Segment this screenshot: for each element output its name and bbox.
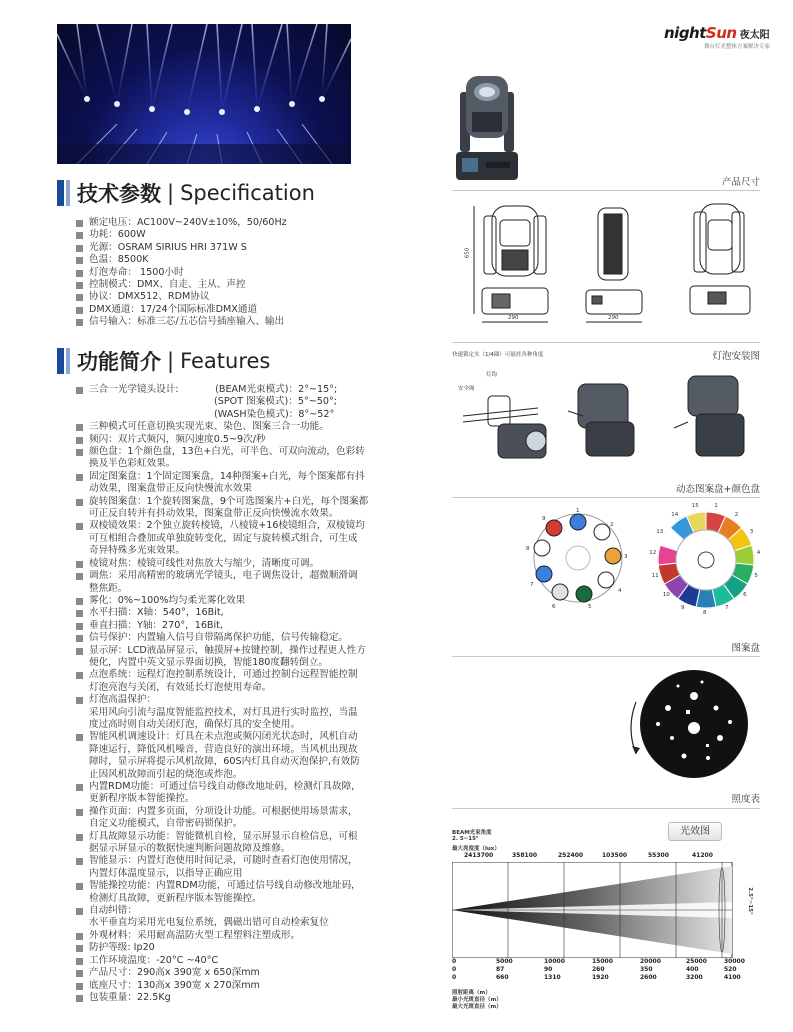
- features-list: [75, 384, 450, 1004]
- feature-item: 包装重量：22.5Kg: [75, 992, 450, 1004]
- feature-item: 据显示屏显示的数据快速判断问题故障及维修。: [89, 843, 291, 855]
- photometric-label: 照度表: [731, 794, 760, 805]
- spec-item: 灯泡寿命： 1500小时: [75, 267, 445, 279]
- beam-title: BEAM光束角度: [452, 830, 492, 836]
- spec-item: 协议：DMX512、RDM协议: [75, 291, 445, 303]
- feature-item: 底座尺寸：130高x 390宽 x 270深mm: [75, 980, 450, 992]
- feature-item: 降速运行，降低风机噪音，营造良好的演出环境。当风机出现故: [89, 743, 358, 755]
- color-number: 15: [691, 503, 699, 510]
- dim-width-front: 290: [508, 315, 519, 321]
- color-number: 7: [724, 605, 729, 612]
- spec-item: 色温：8500K: [75, 254, 445, 266]
- spec-title-cn: 技术参数: [77, 182, 161, 206]
- feature-item: 自动纠错：: [75, 905, 450, 917]
- title-accent-bar: [57, 180, 64, 206]
- feature-item: 便化，内置中英文显示界面切换，智能180度翻转倒立。: [89, 656, 328, 668]
- spec-section-title: [57, 178, 315, 208]
- feature-item: (SPOT 图案模式)：5°~50°;: [89, 396, 337, 408]
- title-accent-bar: [66, 180, 70, 206]
- feature-item: 固定图案盘：1个固定图案盘，14种图案+白光，每个图案都有抖: [75, 471, 450, 483]
- feature-item: 灯泡亮泡与关闭，有效延长灯泡使用寿命。: [89, 681, 272, 693]
- pattern-label: 图案盘: [731, 643, 760, 654]
- feature-item: 防护等级: Ip20: [75, 942, 450, 954]
- feature-item: 点泡系统：远程灯泡控制系统设计，可通过控制台远程智能控制: [75, 669, 450, 681]
- feature-item: 换及半色彩虹效果。: [89, 458, 176, 470]
- gobo-number: 6: [552, 604, 556, 610]
- feature-item: 显示屏：LCD液晶屏显示，触摸屏+按键控制，操作过程更人性方: [75, 645, 450, 657]
- distance-cell: 1920: [592, 974, 609, 981]
- feature-item: 整焦距。: [89, 582, 128, 594]
- feature-item: 智能显示：内置灯泡使用时间记录，可随时查看灯泡使用情况，: [75, 855, 450, 867]
- features-title-cn: 功能简介: [77, 350, 161, 374]
- feature-item: 智能风机调速设计：灯具在未点泡或频闪闭光状态时，风机自动: [75, 731, 450, 743]
- spec-item: DMX通道：17/24个国际标准DMX通道: [75, 304, 445, 316]
- feature-item: 棱镜对焦：棱镜可线性对焦放大与缩少，清晰度可调。: [75, 558, 450, 570]
- feature-item: 智能操控功能：内置RDM功能，可通过信号线自动修改地址码，: [75, 880, 450, 892]
- divider: [452, 656, 760, 657]
- distance-cell: 90: [544, 966, 553, 973]
- color-number: 11: [651, 572, 659, 579]
- clamp-label: 灯钩: [486, 372, 498, 378]
- feature-item: 水平扫描：X轴：540°，16Bit,: [75, 607, 450, 619]
- feature-item: 奇异特殊多光束效果。: [89, 545, 185, 557]
- distance-cell: 0: [452, 966, 457, 973]
- gobo-number: 8: [526, 546, 530, 552]
- spec-list: [75, 217, 445, 329]
- color-number: 3: [749, 529, 754, 535]
- lux-value: 2413700: [464, 852, 494, 859]
- distance-cell: 0: [452, 958, 457, 965]
- brand-cn-name: 夜太阳: [739, 30, 770, 41]
- mounting-diagrams: [458, 366, 760, 466]
- gobo-number: 5: [588, 604, 592, 610]
- feature-item: 双棱镜效果：2个独立旋转棱镜，八棱镜+16棱镜组合，双棱镜均: [75, 520, 450, 532]
- lux-row: [452, 852, 762, 862]
- distance-cell: 520: [724, 966, 737, 973]
- effect-diagram-button[interactable]: 光效图: [668, 822, 722, 841]
- distance-cell: 1310: [544, 974, 561, 981]
- distance-cell: 30000: [724, 958, 745, 965]
- product-photo: [452, 72, 524, 182]
- safety-cable-label: 安全绳: [458, 386, 475, 392]
- feature-item: 雾化：0%~100%均匀柔光雾化效果: [75, 595, 450, 607]
- feature-item: 灯具故障显示功能：智能微机自检，显示屏显示自检信息，可根: [75, 831, 450, 843]
- spec-item: 额定电压：AC100V~240V±10%，50/60Hz: [75, 217, 445, 229]
- distance-table: [452, 958, 752, 988]
- distance-cell: 350: [640, 966, 653, 973]
- gobo-number: 1: [576, 508, 580, 514]
- feature-item: 动效果，图案盘带正反向快慢流水效果: [89, 483, 253, 495]
- row-label-max: 最大光斑直径（m）: [452, 1004, 502, 1010]
- feature-item: 内置灯体温度显示，以指导正确应用: [89, 867, 243, 879]
- feature-item: 工作环境温度：-20°C ~40°C: [75, 955, 450, 967]
- row-label-min: 最小光斑直径（m）: [452, 997, 502, 1003]
- spec-item: 光源：OSRAM SIRIUS HRI 371W S: [75, 242, 445, 254]
- feature-item: 止因风机故障而引起的烧泡或炸泡。: [89, 768, 243, 780]
- gobo-label: 动态图案盘+颜色盘: [676, 484, 760, 495]
- divider: [452, 342, 760, 343]
- beam-angle: 2. 5~15°: [452, 836, 479, 842]
- color-number: 14: [671, 512, 679, 519]
- feature-item: 更新程序版本智能操控。: [89, 793, 195, 805]
- gobo-number: 2: [610, 522, 614, 528]
- feature-item: 可互相组合叠加或单独旋转变化，固定与旋转模式组合，可生成: [89, 532, 358, 544]
- gobo-number: 3: [624, 554, 628, 560]
- title-separator: |: [167, 181, 175, 205]
- feature-item: 可正反自转并有抖动效果，图案盘带正反向快慢流水效果。: [89, 508, 339, 520]
- gobo-wheel-numbers: [522, 508, 634, 612]
- feature-item: 垂直扫描：Y轴：270°，16Bit,: [75, 620, 450, 632]
- feature-item: 灯泡高温保护：: [75, 694, 450, 706]
- hero-stage-photo: [57, 24, 351, 164]
- beam-cone-graphic: [452, 862, 752, 958]
- row-label-distance: 照射距离（m）: [452, 990, 491, 996]
- distance-cell: 25000: [686, 958, 707, 965]
- beam-lux-title: 最大亮度度（lux）: [452, 846, 500, 852]
- spec-item: 功耗：600W: [75, 229, 445, 241]
- lux-value: 55300: [648, 852, 669, 859]
- gobo-number: 7: [530, 582, 534, 588]
- feature-item: 外观材料：采用耐高温防火型工程塑料注塑成形。: [75, 930, 450, 942]
- stage-beams-graphic: [57, 24, 351, 164]
- divider: [452, 808, 760, 809]
- distance-cell: 2600: [640, 974, 657, 981]
- divider: [452, 190, 760, 191]
- color-number: 12: [649, 550, 657, 557]
- distance-cell: 400: [686, 966, 699, 973]
- divider: [452, 497, 760, 498]
- beam-photometric-chart: [452, 828, 762, 1030]
- color-number: 1: [714, 503, 718, 510]
- features-section-title: [57, 346, 270, 376]
- distance-cell: 0: [452, 974, 457, 981]
- feature-item: 三种模式可任意切换实现光束、染色、图案三合一功能。: [75, 421, 450, 433]
- feature-item: 操作页面：内置多页面，分项设计功能。可根据使用场景需求，: [75, 806, 450, 818]
- feature-item: 颜色盘：1个颜色盘，13色+白光，可半色、可双向流动，色彩转: [75, 446, 450, 458]
- title-separator: |: [167, 349, 175, 373]
- feature-item: 检测灯具故障，更新程序版本智能操控。: [89, 892, 262, 904]
- title-accent-bar: [66, 348, 70, 374]
- feature-item: (WASH染色模式)：8°~52°: [89, 408, 335, 420]
- lux-value: 252400: [558, 852, 584, 859]
- mount-caption: 快速锁定夹（1/4圈）可悬挂各种角度: [452, 352, 544, 358]
- color-number: 13: [656, 529, 664, 535]
- gobo-number: 4: [618, 588, 622, 594]
- spec-title-en: Specification: [180, 181, 315, 205]
- spec-item: 信号输入：标准三芯/五芯信号插座输入、输出: [75, 316, 445, 328]
- dimension-drawings: [462, 198, 762, 328]
- color-number: 8: [703, 610, 707, 616]
- distance-cell: 10000: [544, 958, 565, 965]
- brand-slogan: 舞台灯光整体方案解决专家: [704, 44, 771, 50]
- lux-value: 103500: [602, 852, 628, 859]
- feature-item: 内置RDM功能：可通过信号线自动修改地址码，检测灯具故障，: [75, 781, 450, 793]
- distance-cell: 260: [592, 966, 605, 973]
- features-title-en: Features: [180, 349, 271, 373]
- feature-item: 信号保护：内置输入信号自带隔离保护功能，信号传输稳定。: [75, 632, 450, 644]
- feature-item: 调焦：采用高精密的玻璃光学镜头，电子调焦设计，超微顺滑调: [75, 570, 450, 582]
- color-number: 4: [756, 550, 761, 557]
- title-accent-bar: [57, 348, 64, 374]
- color-number: 5: [754, 572, 758, 579]
- feature-item: 度过高时则自动关闭灯泡，确保灯具的安全使用。: [89, 718, 301, 730]
- feature-item: 频闪：双片式频闪，频闪速度0.5~9次/秒: [75, 434, 450, 446]
- distance-cell: 4100: [724, 974, 741, 981]
- color-number: 10: [662, 592, 670, 599]
- feature-item: 采用风向引流与温度智能监控技术，对灯具进行实时监控，当温: [89, 706, 358, 718]
- color-number: 2: [734, 512, 739, 519]
- brand-name: nightSun: [664, 24, 737, 42]
- dims-label: 产品尺寸: [721, 177, 760, 188]
- lux-value: 41200: [692, 852, 713, 859]
- dim-width-side: 290: [608, 315, 619, 321]
- distance-cell: 20000: [640, 958, 661, 965]
- pattern-disc: [624, 668, 754, 780]
- gobo-number: 9: [542, 516, 546, 522]
- feature-item: 障时，显示屏将提示风机故障，60S内灯具自动灭泡保护,有效防: [89, 756, 360, 768]
- distance-cell: 5000: [496, 958, 513, 965]
- color-number: 6: [743, 592, 747, 599]
- feature-item: 自定义功能模式，自带密码锁保护。: [89, 818, 243, 830]
- brand-logo: [664, 24, 776, 54]
- distance-cell: 15000: [592, 958, 613, 965]
- feature-item: 产品尺寸：290高x 390宽 x 650深mm: [75, 967, 450, 979]
- beam-side-label: 2.5°~15°: [746, 887, 753, 915]
- mount-label: 灯泡安装图: [712, 351, 760, 362]
- spec-item: 控制模式：DMX、自走、主从、声控: [75, 279, 445, 291]
- feature-item: 三合一光学镜头设计: (BEAM光束模式)：2°~15°;: [75, 384, 450, 396]
- distance-cell: 3200: [686, 974, 703, 981]
- distance-cell: 87: [496, 966, 505, 973]
- color-wheel-numbers: [650, 504, 762, 616]
- feature-item: 水平垂直均采用光电复位系统，偶磁出错可自动检索复位: [89, 917, 329, 929]
- dim-height: 650: [464, 247, 471, 259]
- feature-item: 旋转图案盘：1个旋转图案盘，9个可选图案片+白光，每个图案都: [75, 496, 450, 508]
- color-number: 9: [681, 605, 685, 612]
- lux-value: 358100: [512, 852, 538, 859]
- distance-cell: 660: [496, 974, 509, 981]
